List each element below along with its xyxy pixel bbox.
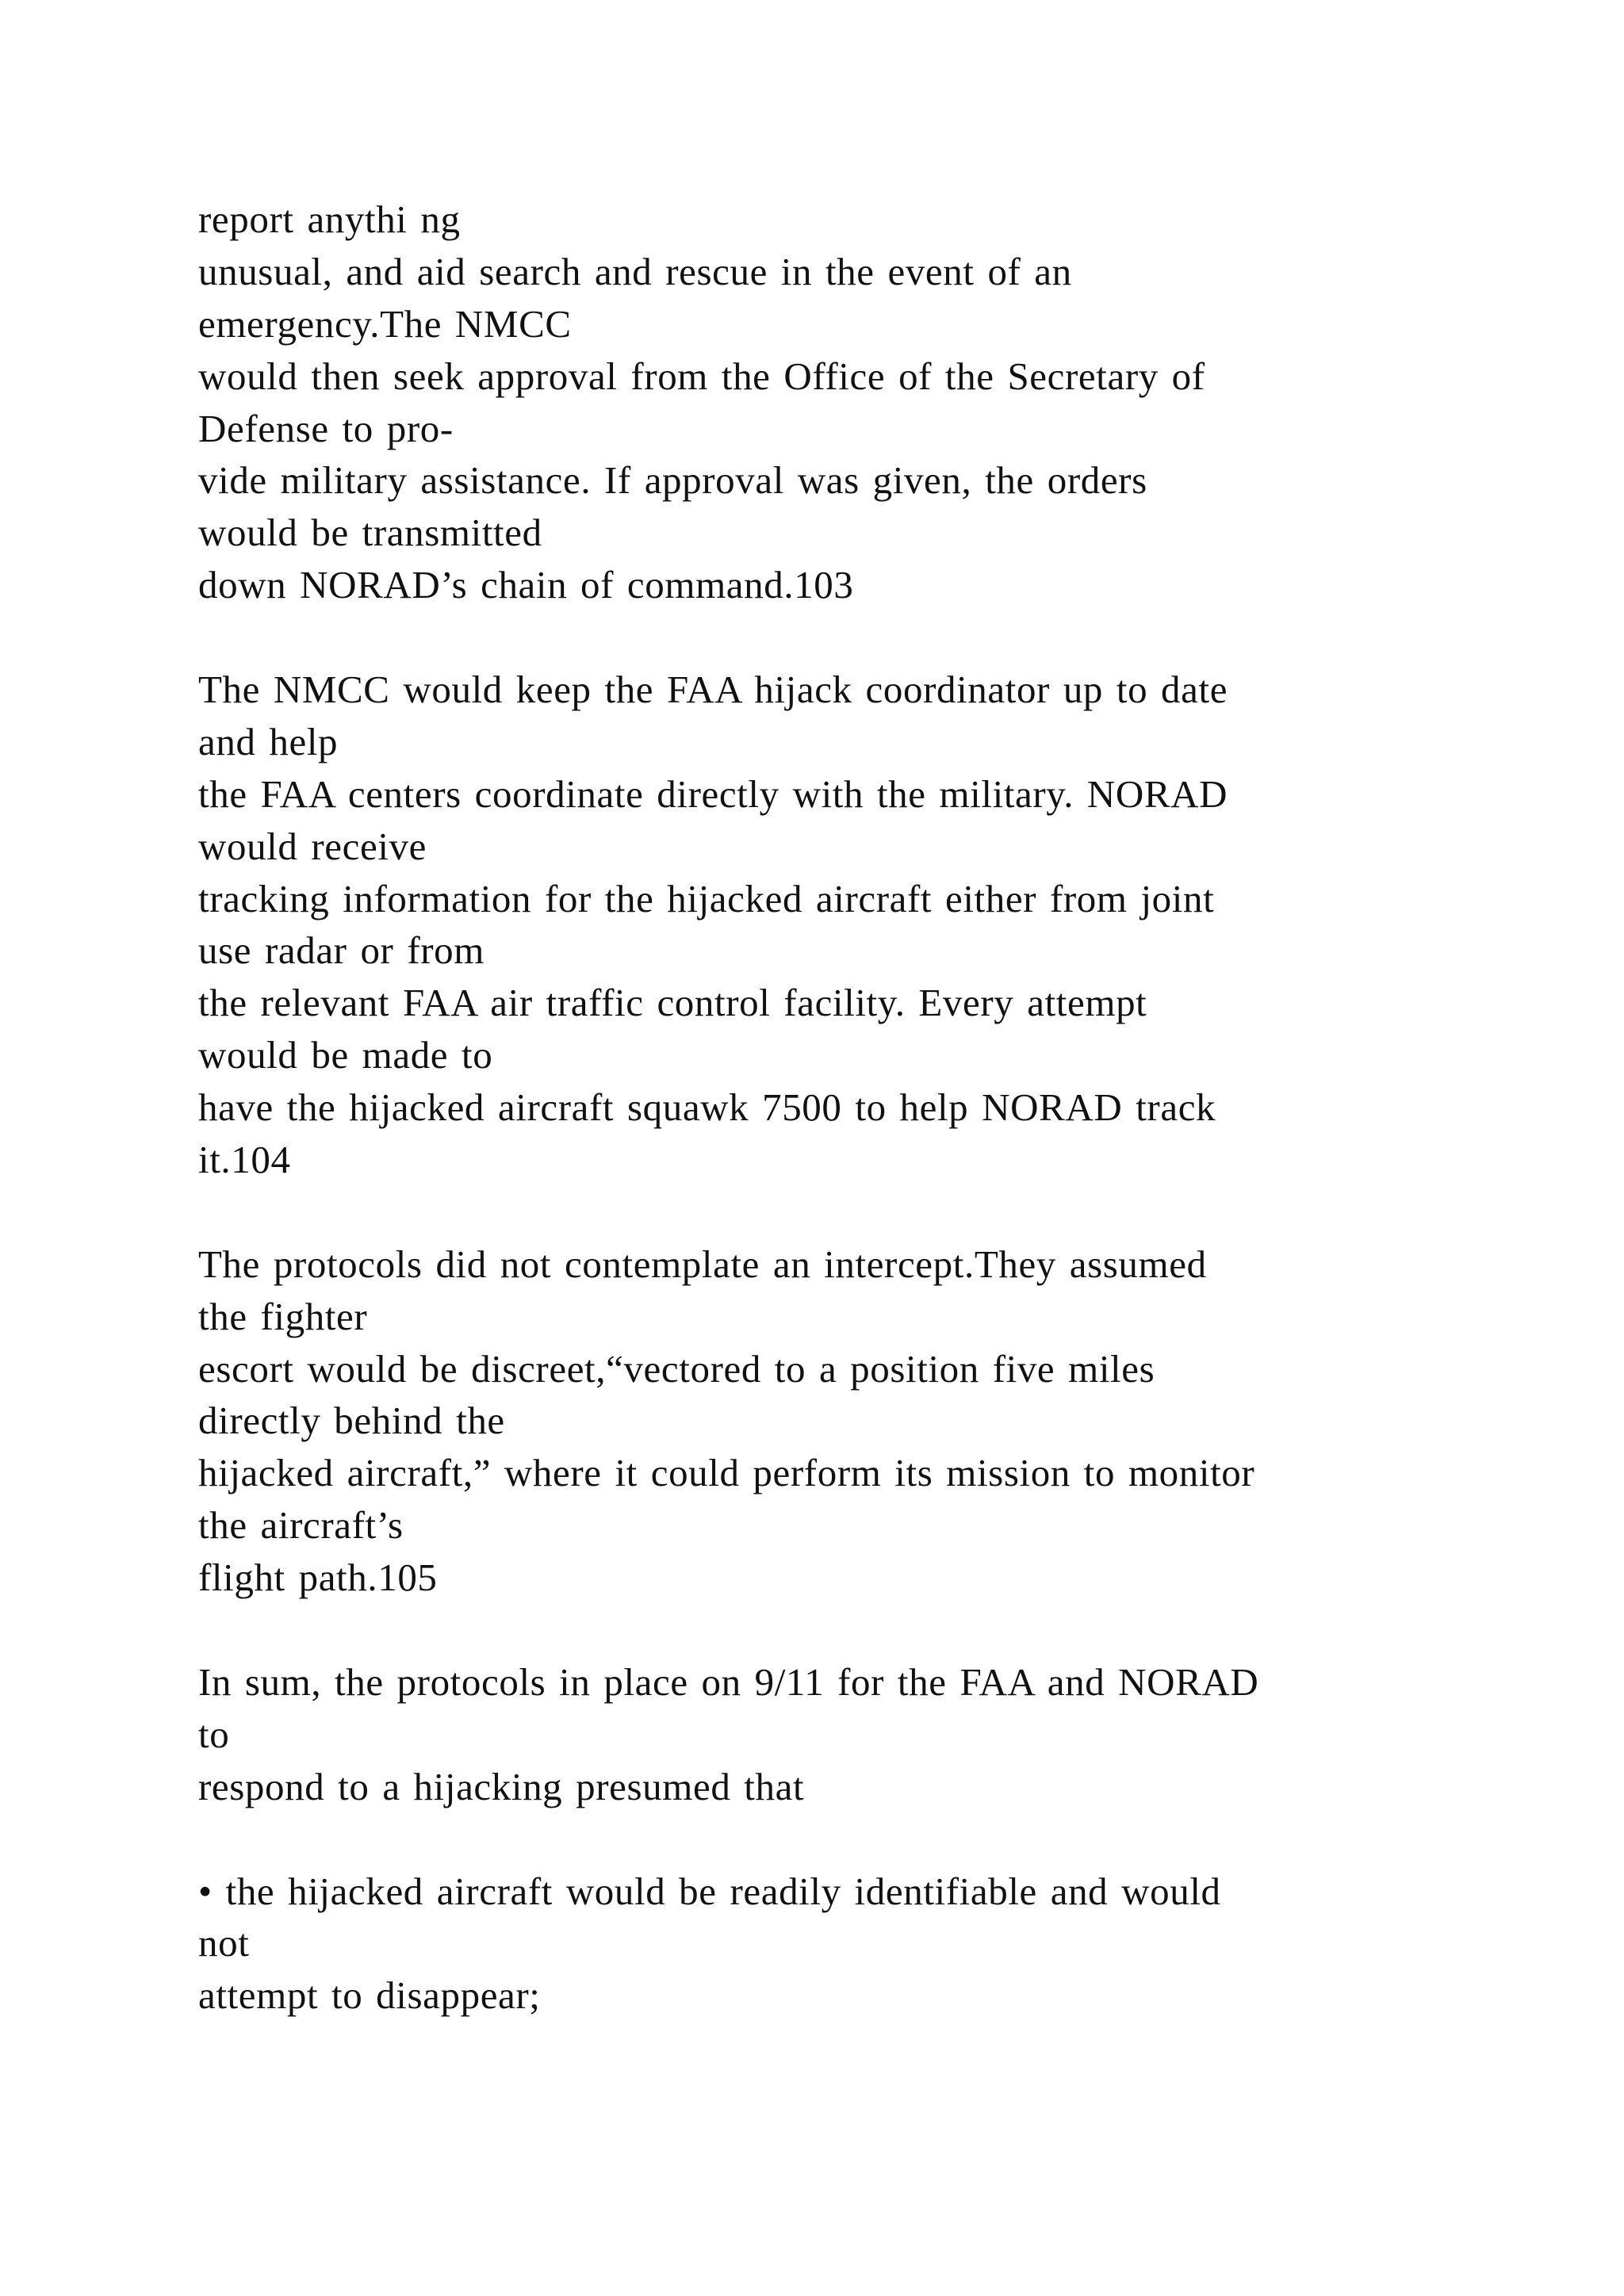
text-line: escort would be discreet,“vectored to a position five miles [198, 1346, 1155, 1391]
text-line: the fighter [198, 1294, 368, 1338]
paragraph-gap [198, 1604, 1467, 1656]
text-line: vide military assistance. If approval was given, the orders [198, 458, 1147, 503]
text-line: would receive [198, 824, 427, 868]
text-line: and help [198, 719, 339, 763]
text-line: directly behind the [198, 1399, 505, 1443]
text-line: unusual, and aid search and rescue in the event of an [198, 249, 1072, 293]
paragraph [198, 664, 1467, 1186]
text-line: down NORAD’s chain of command.103 [198, 563, 854, 607]
text-line: flight path.105 [198, 1556, 438, 1600]
text-line: not [198, 1921, 250, 1965]
text-line: it.104 [198, 1138, 291, 1182]
text-line: the relevant FAA air traffic control facility. Every attempt [198, 981, 1147, 1025]
paragraph [198, 193, 1467, 611]
text-line: • the hijacked aircraft would be readily identifiable and would [198, 1869, 1221, 1913]
text-line: respond to a hijacking presumed that [198, 1764, 805, 1808]
text-line: In sum, the protocols in place on 9/11 for the FAA and NORAD [198, 1659, 1259, 1704]
text-line: would be made to [198, 1033, 493, 1077]
text-line: would be transmitted [198, 511, 542, 555]
paragraph [198, 1238, 1467, 1604]
text-line: the aircraft’s [198, 1503, 404, 1548]
paragraph-gap [198, 1186, 1467, 1238]
text-line: The NMCC would keep the FAA hijack coordinator up to date [198, 668, 1228, 712]
text-line: the FAA centers coordinate directly with the military. NORAD [198, 771, 1228, 816]
paragraph-gap [198, 1813, 1467, 1866]
text-line: to [198, 1712, 230, 1756]
paragraph [198, 1656, 1467, 1813]
text-line: attempt to disappear; [198, 1973, 541, 2018]
text-line: tracking information for the hijacked aircraft either from joint [198, 876, 1215, 920]
text-line: use radar or from [198, 928, 485, 973]
document-body [198, 193, 1467, 2022]
paragraph [198, 1866, 1467, 2022]
text-line: hijacked aircraft,” where it could perform its mission to monitor [198, 1451, 1255, 1495]
text-line: Defense to pro- [198, 406, 454, 450]
text-line: have the hijacked aircraft squawk 7500 to help NORAD track [198, 1085, 1216, 1130]
text-line: The protocols did not contemplate an intercept.They assumed [198, 1242, 1207, 1286]
text-line: report anythi ng [198, 197, 461, 241]
paragraph-gap [198, 611, 1467, 664]
text-line: emergency.The NMCC [198, 301, 572, 346]
text-line: would then seek approval from the Office of the Secretary of [198, 354, 1205, 398]
